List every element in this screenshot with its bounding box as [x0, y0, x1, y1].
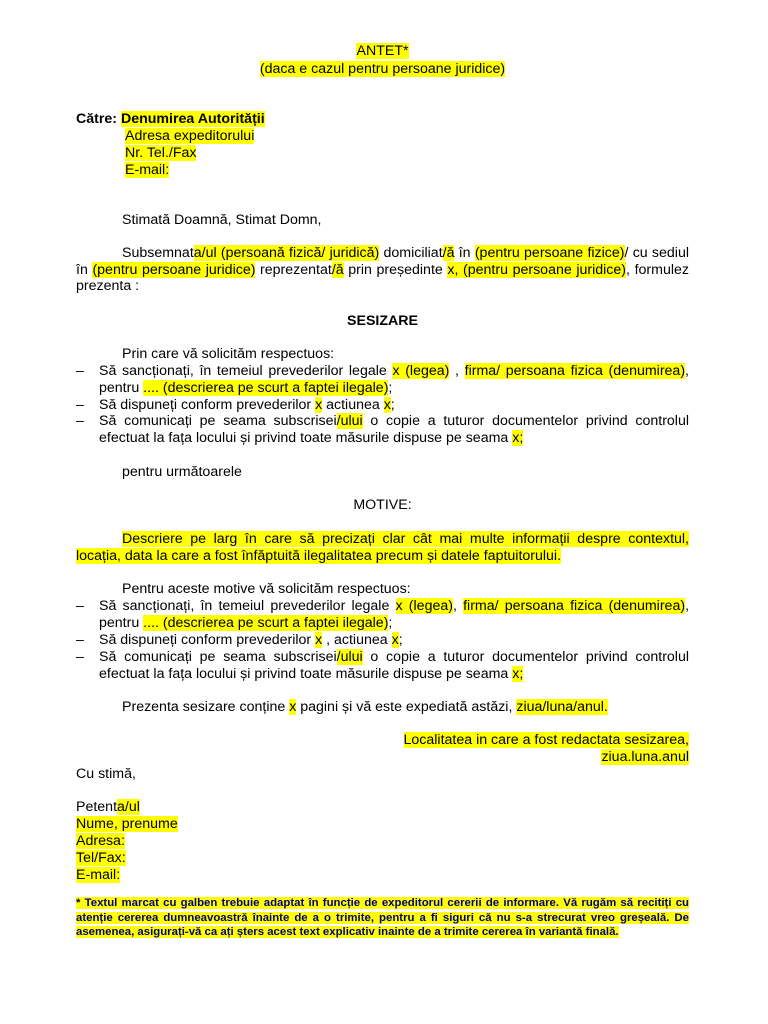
request-intro: Prin care vă solicităm respectuos:	[122, 346, 335, 362]
sentence-text: pagini și vă este expediată astăzi,	[296, 699, 517, 715]
sentence-highlight: x	[289, 699, 297, 715]
dash-icon: –	[76, 363, 84, 379]
request2-item-3	[76, 649, 689, 682]
recipient-address: Adresa expeditorului	[125, 128, 255, 144]
signature-name: Nume, prenume	[76, 816, 178, 832]
intro-text: domiciliat	[379, 245, 443, 261]
signature-highlight: a/ul	[117, 799, 140, 815]
signature-address: Adresa:	[76, 833, 125, 849]
item-highlight: .... (descrierea pe scurt a faptei ilegale)	[143, 379, 389, 396]
item-text: , actiunea	[322, 632, 392, 648]
dash-icon: –	[76, 413, 84, 429]
closing: Cu stimă,	[76, 766, 136, 782]
recipient-phone-line	[125, 145, 196, 161]
antet-title: ANTET*	[356, 43, 409, 59]
recipient-label: Către:	[76, 111, 117, 127]
signature-petitioner	[76, 799, 140, 815]
item-text: o copie a tuturor documentelor privind controlul efectuat la fața locului și privind toate măsurile dispuse pe seama	[99, 413, 690, 446]
request-item-3	[76, 413, 689, 446]
item-text: , pentru	[99, 598, 690, 631]
intro-text: , formulez prezenta :	[76, 261, 689, 295]
signature-email: E-mail:	[76, 867, 121, 883]
recipient-email-line	[125, 162, 169, 178]
item-text: ,	[449, 363, 465, 379]
footnote-text: * Textul marcat cu galben trebuie adaptat în funcție de expeditorul cererii de informare. Vă rugăm să reciti​ți cu atenție cererea dumneavoastră înainte de a o trimite, pentru a fi siguri că nu s-a strecurat vreo greșeală. De asemenea, asigurați-vă ca ați șters acest text explicativ inainte de a trimite cererea în variantă finală.	[76, 897, 689, 939]
item-text: Să dispuneți conform prevederilor	[99, 397, 316, 413]
intro-highlight: /ă	[442, 245, 455, 261]
item-text: ;	[398, 632, 403, 648]
item-highlight: x	[315, 397, 323, 413]
sentence-highlight: ziua/luna/anul.	[516, 699, 608, 715]
intro-text: Subsemnat	[122, 245, 194, 261]
recipient-block	[76, 111, 265, 127]
intro-text: în	[454, 245, 475, 261]
recipient-phone: Nr. Tel./Fax	[125, 145, 197, 161]
signature-text: Petent	[76, 799, 118, 815]
request-item-1	[76, 363, 689, 396]
item-text: Să sancționați, în temeiul prevederilor legale	[99, 598, 396, 614]
item-text: Să sancționați, în temeiul prevederilor legale	[99, 363, 393, 379]
item-highlight: .... (descrierea pe scurt a faptei ilegale)	[143, 614, 389, 631]
item-highlight: x	[391, 632, 399, 648]
request-item-2	[76, 397, 689, 414]
salutation: Stimată Doamnă, Stimat Domn,	[122, 212, 322, 228]
motives-title: MOTIVE:	[353, 497, 412, 513]
intro-text: prin președinte	[343, 261, 448, 278]
signature-phone: Tel/Fax:	[76, 850, 126, 866]
intro-highlight: x, (pentru persoane juridice)	[447, 261, 627, 278]
item-highlight: firma/ persoana fizica (denumirea)	[464, 363, 686, 379]
request-intro-2: Pentru aceste motive vă solicităm respectuos:	[122, 581, 411, 597]
signature-email-line	[76, 867, 120, 883]
for-following: pentru următoarele	[122, 464, 242, 480]
recipient-authority: Denumirea Autorității	[120, 111, 265, 127]
item-highlight: x (legea)	[392, 363, 450, 379]
signature-phone-line	[76, 850, 126, 866]
item-text: o copie a tuturor documentelor privind controlul efectuat la fața locului și privind toate măsurile dispuse pe seama	[99, 649, 690, 682]
item-text: ;	[388, 614, 393, 631]
motives-text: Descriere pe larg în care să precizați clar cât mai multe informații despre contextul, locația, data la care a fost înfăptuită ilegalitatea precum și datele faptuitorului.	[76, 531, 689, 564]
item-text: actiunea	[322, 397, 384, 413]
item-text: ;	[388, 379, 393, 396]
item-highlight: firma/ persoana fizica (denumirea)	[463, 598, 686, 614]
request2-item-2	[76, 632, 689, 649]
item-highlight: x	[315, 632, 323, 648]
intro-paragraph	[76, 245, 689, 295]
signature-name-line	[76, 816, 178, 832]
antet-header	[76, 43, 689, 59]
item-text: Să comunicați pe seama subscrisei	[99, 413, 337, 429]
item-text: , pentru	[99, 363, 689, 396]
document-title: SESIZARE	[347, 313, 418, 329]
intro-highlight: (pentru persoane fizice)	[474, 245, 625, 261]
footnote	[76, 896, 689, 940]
item-text: ;	[390, 397, 395, 413]
item-highlight: /ului	[336, 413, 363, 429]
dash-icon: –	[76, 397, 84, 413]
intro-highlight: (pentru persoane juridice)	[92, 261, 256, 278]
item-text: Să dispuneți conform prevederilor	[99, 632, 316, 648]
item-highlight: /ului	[336, 649, 363, 665]
intro-highlight: a/ul (persoană fizică/ juridică)	[193, 245, 380, 261]
item-text: ,	[452, 598, 464, 614]
intro-text: / cu sediul în	[76, 245, 690, 278]
item-highlight: x	[383, 397, 391, 413]
date-line	[76, 749, 689, 766]
antet-note-line	[76, 61, 689, 77]
date-text: ziua.luna.anul	[601, 749, 689, 765]
pages-sentence	[122, 699, 608, 715]
item-text: Să comunicați pe seama subscrisei	[99, 649, 337, 665]
place-line	[76, 732, 689, 749]
recipient-address-line	[125, 128, 254, 144]
motives-paragraph	[76, 531, 689, 564]
intro-text: reprezentat	[255, 261, 332, 278]
item-highlight: x;	[512, 665, 524, 682]
dash-icon: –	[76, 598, 84, 614]
sentence-text: Prezenta sesizare conține	[122, 699, 290, 715]
recipient-email: E-mail:	[125, 162, 170, 178]
request2-item-1	[76, 598, 689, 631]
signature-address-line	[76, 833, 125, 849]
antet-note: (daca e cazul pentru persoane juridice)	[259, 61, 506, 77]
item-highlight: x (legea)	[395, 598, 453, 614]
dash-icon: –	[76, 632, 84, 648]
dash-icon: –	[76, 649, 84, 665]
item-highlight: x;	[512, 429, 524, 446]
intro-highlight: /ă	[331, 261, 344, 278]
place-text: Localitatea in care a fost redactata sesizarea,	[403, 732, 689, 748]
